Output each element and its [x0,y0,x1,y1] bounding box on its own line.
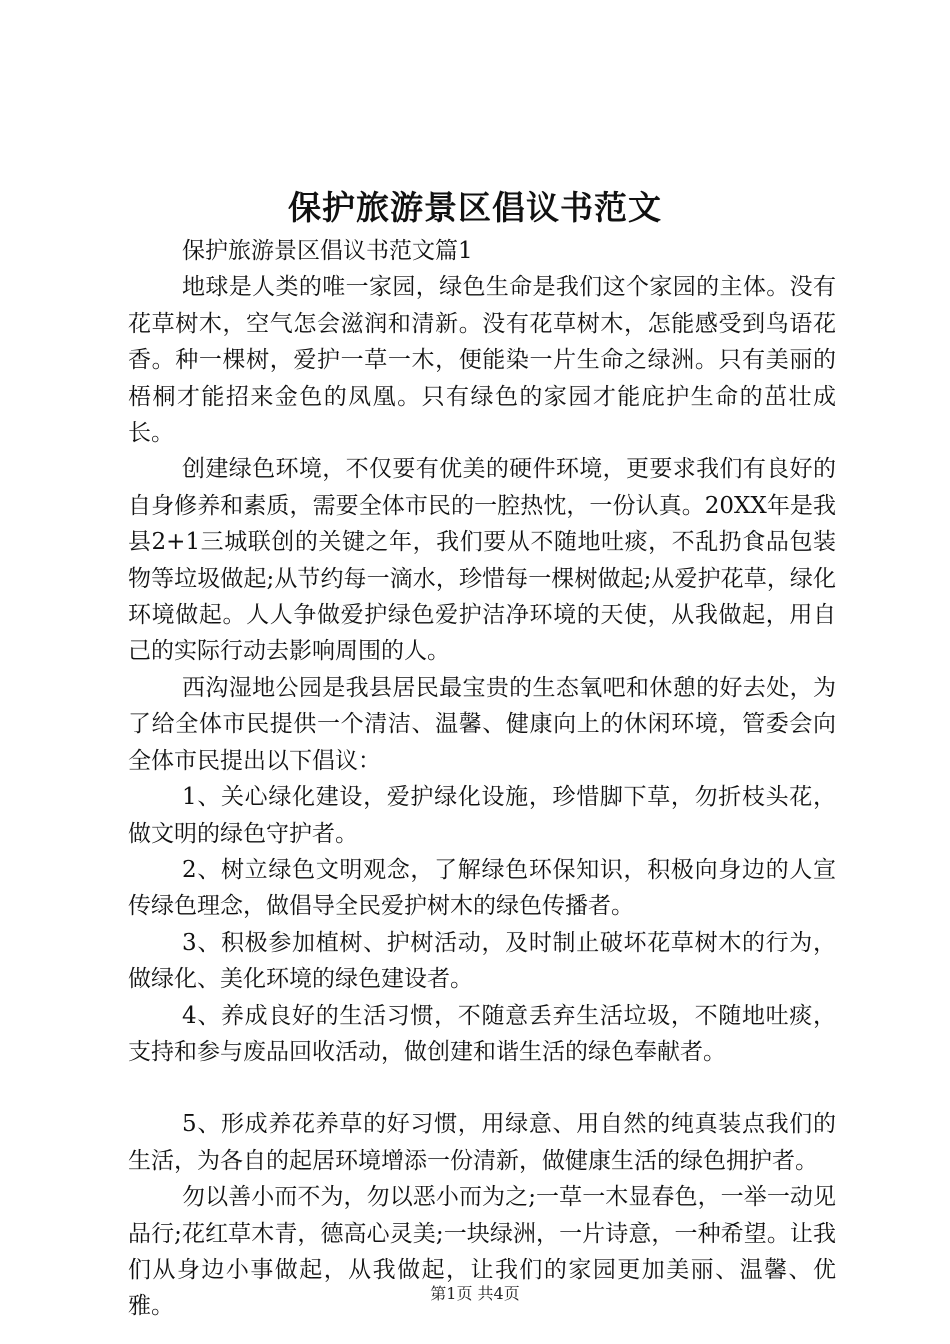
paragraph-gap [128,1070,836,1106]
document-title: 保护旅游景区倡议书范文 [288,188,662,227]
proposal-item-5: 5、形成养花养草的好习惯，用绿意、用自然的纯真装点我们的生活，为各自的起居环境增添一份清新，做健康生活的绿色拥护者。 [128,1111,836,1174]
paragraph-wetland-park: 西沟湿地公园是我县居民最宝贵的生态氧吧和休憩的好去处，为了给全体市民提供一个清洁、温馨、健康向上的休闲环境，管委会向全体市民提出以下倡议： [128,674,836,774]
paragraph-intro: 地球是人类的唯一家园，绿色生命是我们这个家园的主体。没有花草树木，空气怎会滋润和清新。没有花草树木，怎能感受到鸟语花香。种一棵树，爱护一草一木，便能染一片生命之绿洲。只有美丽的梧桐才能招来金色的凤凰。只有绿色的家园才能庇护生命的茁壮成长。 [128,274,836,447]
proposal-item-3: 3、积极参加植树、护树活动，及时制止破坏花草树木的行为，做绿化、美化环境的绿色建设者。 [128,929,836,993]
proposal-item-1: 1、关心绿化建设，爱护绿化设施，珍惜脚下草，勿折枝头花，做文明的绿色守护者。 [128,784,836,847]
document-body [128,233,836,1325]
paragraph-green-environment: 创建绿色环境，不仅要有优美的硬件环境，更要求我们有良好的自身修养和素质，需要全体市民的一腔热忱，一份认真。20XX年是我县2+1三城联创的关键之年，我们要从不随地吐痰，不乱扔食品包装物等垃圾做起;从节约每一滴水，珍惜每一棵树做起;从爱护花草，绿化环境做起。人人争做爱护绿色爱护洁净环境的天使，从我做起，用自己的实际行动去影响周围的人。 [128,456,836,665]
proposal-item-2: 2、树立绿色文明观念，了解绿色环保知识，积极向身边的人宣传绿色理念，做倡导全民爱护树木的绿色传播者。 [128,856,836,920]
page-number-footer: 第1页 共4页 [430,1284,520,1303]
section-heading: 保护旅游景区倡议书范文篇1 [182,238,473,264]
proposal-item-4: 4、养成良好的生活习惯，不随意丢弃生活垃圾，不随地吐痰，支持和参与废品回收活动，做创建和谐生活的绿色奉献者。 [128,1002,836,1065]
paragraph-closing: 勿以善小而不为，勿以恶小而为之;一草一木显春色，一举一动见品行;花红草木青，德高心灵美;一块绿洲，一片诗意，一种希望。让我们从身边小事做起，从我做起，让我们的家园更加美丽、温馨、优雅。 [128,1184,836,1320]
